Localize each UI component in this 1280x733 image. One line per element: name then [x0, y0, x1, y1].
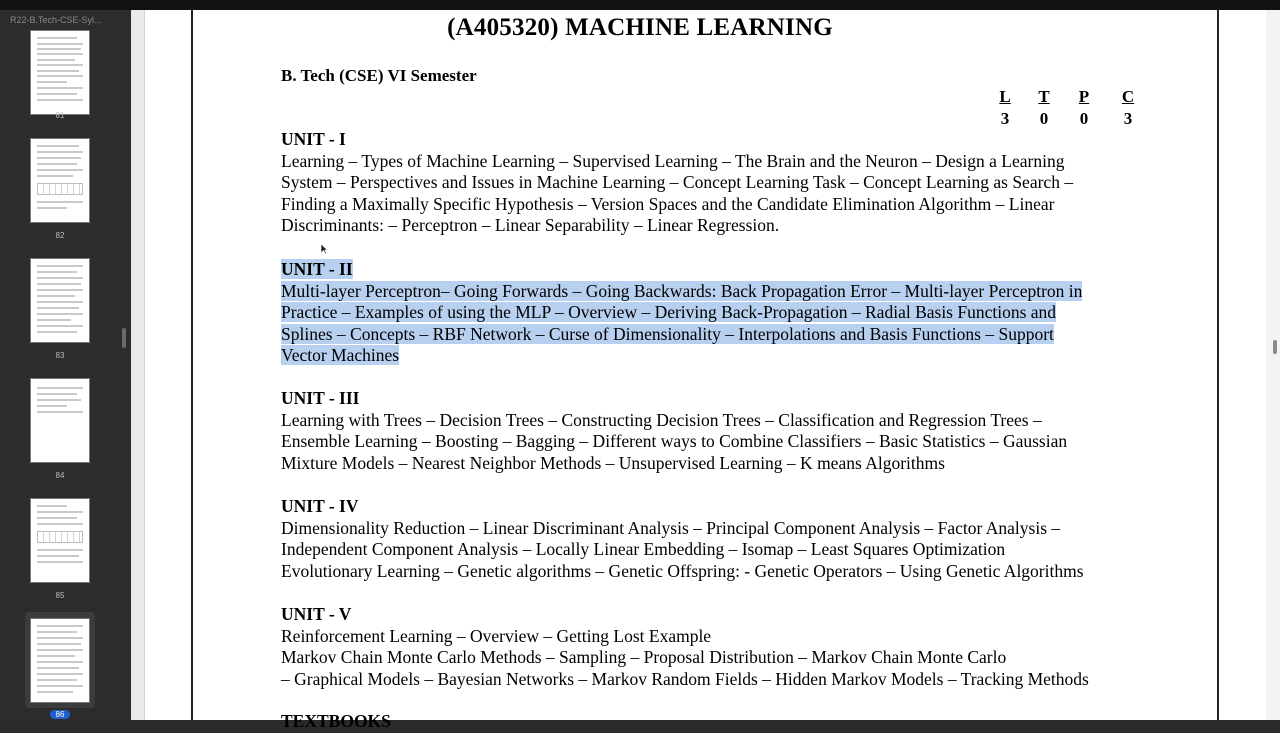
- unit-text-line: Learning – Types of Machine Learning – Supervised Learning – The Brain and the Neuron – Design a Learning: [281, 150, 1065, 171]
- page-number-label-selected: 86: [50, 710, 70, 719]
- unit-text-line: System – Perspectives and Issues in Machine Learning – Concept Learning Task – Concept Learning as Search –: [281, 172, 1074, 193]
- credit-column-c: [1118, 87, 1138, 129]
- unit-text-line: Vector Machines: [281, 345, 400, 366]
- credit-column-p: [1074, 87, 1094, 129]
- credit-column-l: [995, 87, 1015, 129]
- unit-heading: UNIT - I: [281, 129, 346, 149]
- page-thumbnail-82[interactable]: [30, 138, 90, 223]
- unit-text-line: Ensemble Learning – Boosting – Bagging – Different ways to Combine Classifiers – Basic Statistics – Gaussian: [281, 431, 1068, 452]
- unit-text-line: Dimensionality Reduction – Linear Discriminant Analysis – Principal Component Analysis – Factor Analysis –: [281, 517, 1061, 538]
- unit-text-line: Practice – Examples of using the MLP – Overview – Deriving Back-Propagation – Radial Basis Functions and: [281, 302, 1057, 323]
- document-title: R22-B.Tech-CSE-Syl...: [10, 15, 102, 25]
- viewer-scrollbar[interactable]: [1266, 10, 1280, 720]
- unit-1-section: [281, 129, 1156, 237]
- page-number-label: 82: [55, 231, 65, 240]
- page-thumbnail-84[interactable]: [30, 378, 90, 463]
- credit-value: 3: [1000, 109, 1010, 128]
- unit-heading: UNIT - III: [281, 388, 360, 408]
- course-title: (A405320) MACHINE LEARNING: [447, 14, 833, 41]
- credit-label: L: [999, 87, 1011, 106]
- unit-text-line: Markov Chain Monte Carlo Methods – Sampling – Proposal Distribution – Markov Chain Monte Carlo: [281, 647, 1007, 668]
- page-number-label: 84: [55, 471, 65, 480]
- unit-text-line: Learning with Trees – Decision Trees – Constructing Decision Trees – Classification and Regression Trees –: [281, 409, 1042, 430]
- unit-heading: UNIT - II: [281, 259, 353, 279]
- unit-5-section: [281, 604, 1156, 690]
- unit-4-section: [281, 496, 1156, 582]
- credit-label: C: [1121, 87, 1135, 106]
- unit-text-line: Mixture Models – Nearest Neighbor Methods – Unsupervised Learning – K means Algorithms: [281, 452, 945, 473]
- credit-label: P: [1078, 87, 1090, 106]
- unit-text-line: – Graphical Models – Bayesian Networks – Markov Random Fields – Hidden Markov Models – Tracking Methods: [281, 668, 1089, 689]
- page-thumbnail-86[interactable]: [30, 618, 90, 703]
- credit-value: 3: [1123, 109, 1133, 128]
- course-subtitle: B. Tech (CSE) VI Semester: [281, 66, 477, 85]
- sidebar-scrollbar[interactable]: [122, 328, 126, 348]
- unit-text-line: Discriminants: – Perceptron – Linear Separability – Linear Regression.: [281, 215, 780, 236]
- page-number-label: 83: [55, 351, 65, 360]
- textbooks-heading: TEXTBOOKS: [281, 711, 391, 731]
- credit-value: 0: [1039, 109, 1049, 128]
- viewer-scroll-thumb[interactable]: [1273, 340, 1277, 354]
- textbooks-heading-section: [281, 711, 1156, 733]
- page-number-label: 85: [55, 591, 65, 600]
- unit-text-line: Evolutionary Learning – Genetic algorithms – Genetic Offspring: - Genetic Operators – Using Genetic Algorithms: [281, 560, 1084, 581]
- page-thumbnail-81[interactable]: [30, 30, 90, 115]
- unit-text-line: Splines – Concepts – RBF Network – Curse of Dimensionality – Interpolations and Basis Functions – Support: [281, 323, 1054, 344]
- window-top-bar: [0, 0, 1280, 10]
- mouse-pointer-icon: [320, 243, 328, 255]
- viewer-left-gutter: [131, 10, 145, 720]
- page-number-label: 81: [55, 111, 65, 120]
- unit-2-section-selected: [281, 259, 1156, 367]
- credit-column-t: [1034, 87, 1054, 129]
- unit-3-section: [281, 388, 1156, 474]
- page-thumbnail-85[interactable]: [30, 498, 90, 583]
- unit-heading: UNIT - IV: [281, 496, 359, 516]
- unit-text-line: Reinforcement Learning – Overview – Getting Lost Example: [281, 625, 712, 646]
- credit-value: 0: [1079, 109, 1089, 128]
- page-thumbnail-83[interactable]: [30, 258, 90, 343]
- unit-text-line: Independent Component Analysis – Locally Linear Embedding – Isomap – Least Squares Optimization: [281, 539, 1006, 560]
- unit-heading: UNIT - V: [281, 604, 352, 624]
- unit-text-line: Finding a Maximally Specific Hypothesis – Version Spaces and the Candidate Elimination Algorithm – Linear: [281, 193, 1055, 214]
- unit-text-line: Multi-layer Perceptron– Going Forwards – Going Backwards: Back Propagation Error – Multi-layer Perceptron in: [281, 280, 1083, 301]
- credit-label: T: [1038, 87, 1050, 106]
